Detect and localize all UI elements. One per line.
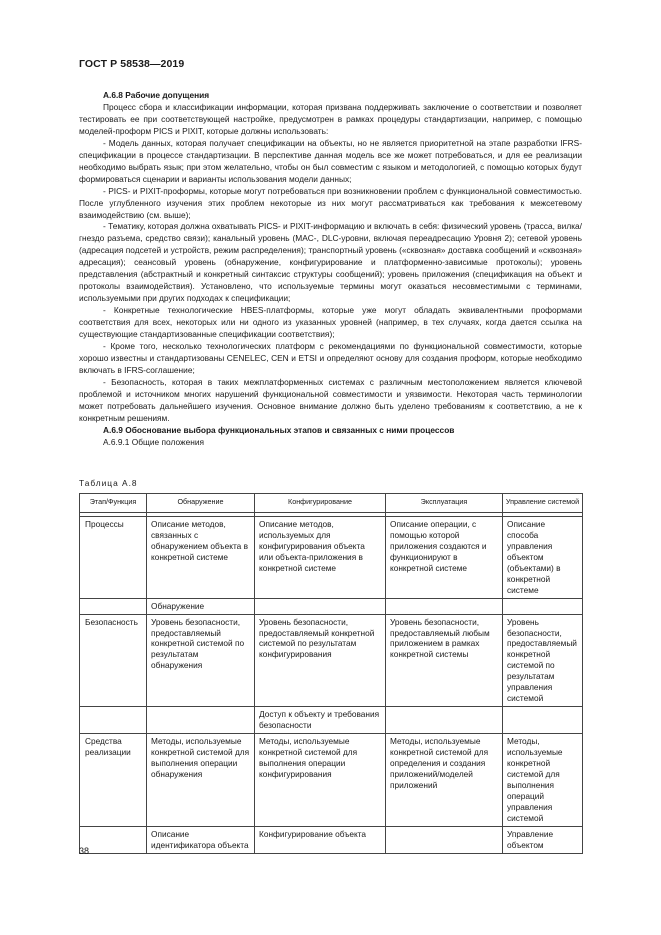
table-cell: [503, 598, 583, 614]
document-header: ГОСТ Р 58538—2019: [79, 58, 185, 70]
table-row: [80, 516, 583, 598]
page-number: 38: [79, 846, 90, 856]
table-cell: Уровень безопасности, предоставляемый конкретной системой по результатам управления системой: [503, 614, 583, 707]
list-item: - Безопасность, которая в таких межплатформенных системах с различным местоположением является ключевой проблемой и источником многих нарушений функциональной совместимости и уязвимости. Некоторая часть терминологии может потребовать дальнейшего изучения. Основное внимание должно быть уделено требованиям к соответствию, а не к конкретным решениям.: [79, 376, 582, 423]
table-cell: Методы, используемые конкретной системой для выполнения операций управления системой: [503, 734, 583, 827]
table-row: [80, 826, 583, 853]
list-item: - Конкретные технологические HBES-платформы, которые уже могут обладать эквивалентными проформами соответствия для всех, некоторых или ни одного из указанных уровней (например, в тех случаях, когда дается ссылка на существующие стандартизованные спецификации соответствия);: [79, 305, 582, 340]
column-header: Эксплуатация: [386, 494, 503, 513]
table-cell: [503, 707, 583, 734]
list-item: - Модель данных, которая получает спецификации на объекты, но не является приоритетной на этапе разработки IFRS-спецификации в процессе стандартизации. В перспективе данная модель все же может потребоваться, и для ее реализации необходимо выбрать язык; при этом желательно, чтобы он был совместим с языком и методологией, с помощью которых будут формироваться сценарии и варианты использования модели данных;: [79, 137, 582, 184]
list-item: - Кроме того, несколько технологических платформ с рекомендациями по функциональной совместимости, которые хорошо известны и стандартизованы CENELEC, CEN и ETSI и определяют основу для создания проформ, которые необходимо включать в IFRS-соглашение;: [79, 341, 582, 375]
table-cell: Описание операции, с помощью которой приложения создаются и функционируют в конкретной системе: [386, 516, 503, 598]
table-cell: Уровень безопасности, предоставляемый любым приложением в рамках конкретной системы: [386, 614, 503, 707]
body-text: [79, 90, 582, 449]
subsection-heading: А.6.9.1 Общие положения: [103, 436, 205, 447]
table-cell: Конфигурирование объекта: [255, 826, 386, 853]
table-cell: Методы, используемые конкретной системой для выполнения операции конфигурирования: [255, 734, 386, 827]
table-cell: Уровень безопасности, предоставляемый конкретной системой по результатам конфигурирования: [255, 614, 386, 707]
list-item: - Тематику, которая должна охватывать PICS- и PIXIT-информацию и включать в себя: физический уровень (трасса, вилка/гнездо разъема, средство связи); канальный уровень (MAC-, DLC-уровни, включая переадресацию Уровня 2); сетевой уровень (адресация подсетей и устройств, режим распределения); транспортный уровень («сквозная» доставка сообщений и «сквозная» адресация); сеансовый уровень (обнаружение, конфигурирование и платформенно-зависимые протоколы); уровень представления (абстрактный и конкретный синтаксис структуры сообщений); уровень приложения (спецификация на объект и протоколы взаимодействия). Установлено, что используемые термины могут оказаться несовместимыми с терминами, используемыми при других подходах к спецификации;: [79, 221, 582, 304]
column-header: Управление системой: [503, 494, 583, 513]
table-cell: [147, 707, 255, 734]
table-cell: [80, 826, 147, 853]
table-cell: Описание способа управления объектом (объектами) в конкретной системе: [503, 516, 583, 598]
column-header: Конфигурирование: [255, 494, 386, 513]
table-cell: Процессы: [80, 516, 147, 598]
table-cell: Управление объектом: [503, 826, 583, 853]
table-cell: Описание методов, используемых для конфигурирования объекта или объекта-приложения в конкретной системе: [255, 516, 386, 598]
table-cell: [386, 707, 503, 734]
table-cell: [386, 826, 503, 853]
data-table: [79, 493, 583, 854]
table-cell: Описание методов, связанных с обнаружением объекта в конкретной системе: [147, 516, 255, 598]
table-cell: Средства реализации: [80, 734, 147, 827]
table-title: Таблица А.8: [79, 478, 138, 488]
paragraph: Процесс сбора и классификации информации, которая призвана поддерживать заключение о соответствии и позволяет тестировать ее при соответствующей настройке, предусмотрен в рамках процедуры стандартизации, например, с помощью моделей-проформ PICS и PIXIT, которые должны использовать:: [79, 101, 582, 136]
table-cell: Безопасность: [80, 614, 147, 707]
section-heading: А.6.9 Обоснование выбора функциональных этапов и связанных с ними процессов: [103, 424, 455, 435]
column-header: Обнаружение: [147, 494, 255, 513]
table-header-row: [80, 494, 583, 513]
table-cell: Методы, используемые конкретной системой для выполнения операции обнаружения: [147, 734, 255, 827]
column-header: Этап/Функция: [80, 494, 147, 513]
table-cell: Уровень безопасности, предоставляемый конкретной системой по результатам обнаружения: [147, 614, 255, 707]
table-cell: [255, 598, 386, 614]
table-cell: Описание идентификатора объекта: [147, 826, 255, 853]
table-cell: Обнаружение: [147, 598, 255, 614]
table-cell: Доступ к объекту и требования безопасности: [255, 707, 386, 734]
table-cell: [80, 598, 147, 614]
list-item: - PICS- и PIXIT-проформы, которые могут потребоваться при возникновении проблем с функциональной совместимостью. После углубленного изучения этих проблем некоторые из них могут рассматриваться как требования к межсетевому взаимодействию (см. выше);: [79, 185, 582, 220]
section-heading: А.6.8 Рабочие допущения: [103, 90, 210, 100]
table-cell: [386, 598, 503, 614]
table-row: [80, 707, 583, 734]
table-cell: Методы, используемые конкретной системой для определения и создания приложений/моделей приложений: [386, 734, 503, 827]
table-row: [80, 734, 583, 827]
table-row: [80, 614, 583, 707]
table-cell: [80, 707, 147, 734]
table-row: [80, 598, 583, 614]
